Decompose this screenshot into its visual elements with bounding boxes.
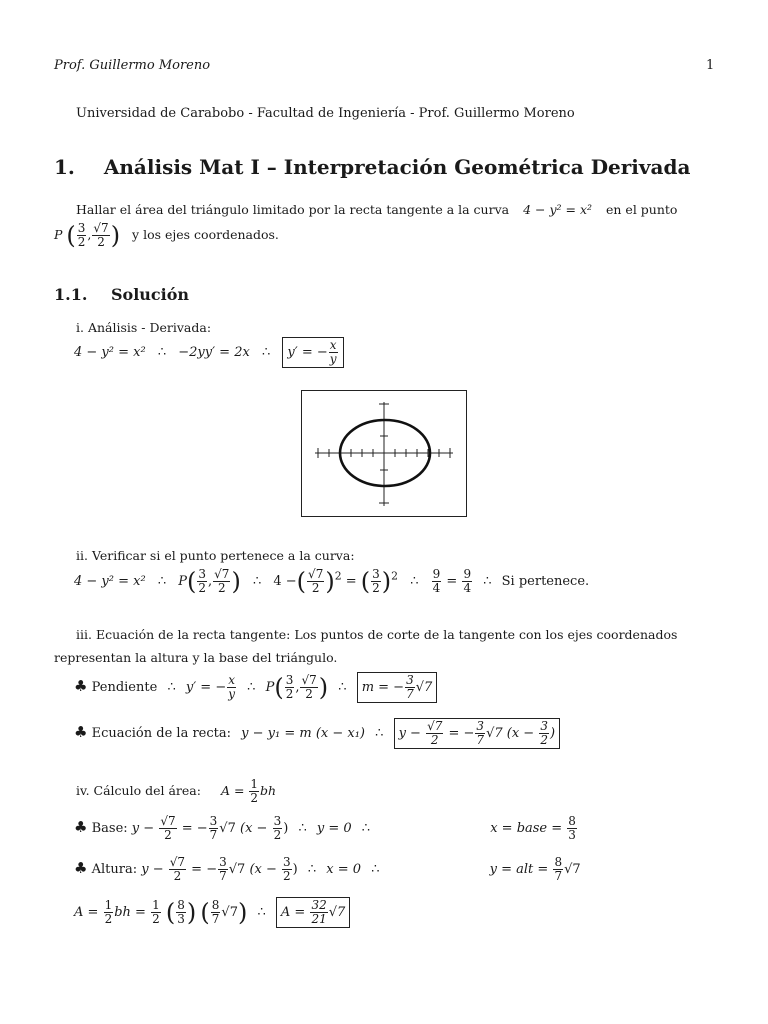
therefore-symbol: ∴ bbox=[157, 574, 167, 589]
slope-boxed-result: m = − $\frac{3}{7}$ √7 bbox=[357, 672, 438, 703]
club-bullet-icon: ♣ bbox=[74, 677, 88, 695]
area-boxed-result: A = $\frac{32}{21}$ √7 bbox=[276, 897, 350, 928]
step2-eq-a: 4 − y² = x² bbox=[74, 574, 146, 589]
step2-conclusion: Si pertenece. bbox=[501, 574, 590, 589]
club-bullet-icon: ♣ bbox=[74, 859, 88, 877]
curve-equation: 4 − y² = x² bbox=[523, 202, 593, 217]
area-final-line: A = $\frac{1}{2}$ bh = $\frac{1}{2}$ ( $\frac{8}{3}$ ) ( $\frac{8}{7}$ √7) ∴ A = $\frac{32}{21}$ √7 bbox=[74, 897, 350, 928]
recta-generic-eq: y − y₁ = m (x − x₁) bbox=[241, 726, 365, 741]
step1-eq-b: −2yy′ = 2x bbox=[178, 345, 250, 360]
section-heading bbox=[54, 155, 690, 179]
step2-label: ii. Verificar si el punto pertenece a la curva: bbox=[76, 548, 355, 563]
step4-label-line: iv. Cálculo del área: A = $\frac{1}{2}$ bh bbox=[76, 777, 277, 805]
slope-line: ♣ Pendiente ∴ y′ = − $\frac{x}{y}$ ∴ P( $\frac{3}{2}$ , $\frac{√7}{2}$ ) ∴ m = − $\frac{3}{7}$ √7 bbox=[74, 672, 437, 703]
recta-label: Ecuación de la recta: bbox=[91, 726, 231, 741]
problem-line-2: P ( $\frac{3}{2}$ , $\frac{√7}{2}$ ) y los ejes coordenados. bbox=[54, 221, 279, 250]
point-y-den: 2 bbox=[97, 235, 105, 249]
altura-label: Altura: bbox=[91, 862, 138, 877]
step3-label: iii. Ecuación de la recta tangente: Los puntos de corte de la tangente con los ejes coordenados bbox=[76, 627, 678, 642]
step1-equation bbox=[74, 337, 344, 368]
section-title: Análisis Mat I – Interpretación Geométrica Derivada bbox=[103, 155, 691, 179]
problem-text-2: y los ejes coordenados. bbox=[132, 227, 279, 242]
base-line: ♣ Base: y − $\frac{√7}{2}$ = − $\frac{3}{7}$ √7 (x − $\frac{3}{2}$ ) ∴ y = 0 ∴ x = base = $\frac{8}{3}$ bbox=[74, 814, 576, 842]
point-x-den: 2 bbox=[77, 235, 86, 249]
step2-equation: 4 − y² = x² ∴ P( $\frac{3}{2}$ , $\frac{√7}{2}$ ) ∴ 4 −( $\frac{√7}{2}$ )$^2$ = ( $\frac{3}{2}$ )$^2$ ∴ $\frac{9}{4}$ = $\frac{9}{4}$ ∴ Si pertenece. bbox=[74, 567, 590, 596]
step3-label-2: representan la altura y la base del triángulo. bbox=[54, 650, 338, 665]
step1-eq-a: 4 − y² = x² bbox=[74, 345, 146, 360]
section-number: 1. bbox=[54, 155, 75, 179]
problem-text-end: en el punto bbox=[606, 202, 678, 217]
club-bullet-icon: ♣ bbox=[74, 723, 88, 741]
line-equation: ♣ Ecuación de la recta: y − y₁ = m (x − x₁) ∴ y − $\frac{√7}{2}$ = − $\frac{3}{7}$ √7 (x − $\frac{3}{2}$ ) bbox=[74, 718, 560, 749]
point-label: P bbox=[54, 227, 63, 242]
step2-lhs: 4 − bbox=[273, 574, 297, 589]
problem-text: Hallar el área del triángulo limitado por la recta tangente a la curva bbox=[76, 202, 510, 217]
point-y-num: √7 bbox=[93, 221, 109, 235]
altura-line: ♣ Altura: y − $\frac{√7}{2}$ = − $\frac{3}{7}$ √7 (x − $\frac{3}{2}$ ) ∴ x = 0 ∴ y = alt = $\frac{8}{7}$ √7 bbox=[74, 855, 581, 883]
subsection-heading bbox=[54, 285, 189, 304]
subsection-number: 1.1. bbox=[54, 285, 88, 304]
point-x-num: 3 bbox=[77, 221, 86, 235]
step1-boxed-result: y′ = − $\frac{x}{y}$ bbox=[282, 337, 343, 368]
page-number: 1 bbox=[706, 58, 715, 73]
therefore-symbol: ∴ bbox=[157, 345, 167, 360]
problem-line-1 bbox=[76, 202, 677, 217]
base-label: Base: bbox=[91, 821, 128, 836]
therefore-symbol: ∴ bbox=[261, 345, 271, 360]
step4-label: iv. Cálculo del área: bbox=[76, 783, 201, 798]
running-header-author: Prof. Guillermo Moreno bbox=[54, 58, 211, 73]
step1-label: i. Análisis - Derivada: bbox=[76, 320, 212, 335]
subsection-title: Solución bbox=[110, 285, 190, 304]
pendiente-label: Pendiente bbox=[91, 680, 158, 695]
institution-line: Universidad de Carabobo - Facultad de Ingeniería - Prof. Guillermo Moreno bbox=[76, 106, 575, 121]
club-bullet-icon: ♣ bbox=[74, 818, 88, 836]
line-boxed-result: y − $\frac{√7}{2}$ = − $\frac{3}{7}$ √7 (x − $\frac{3}{2}$ ) bbox=[394, 718, 561, 749]
point-label: P bbox=[178, 574, 187, 589]
ellipse-figure bbox=[301, 390, 467, 517]
